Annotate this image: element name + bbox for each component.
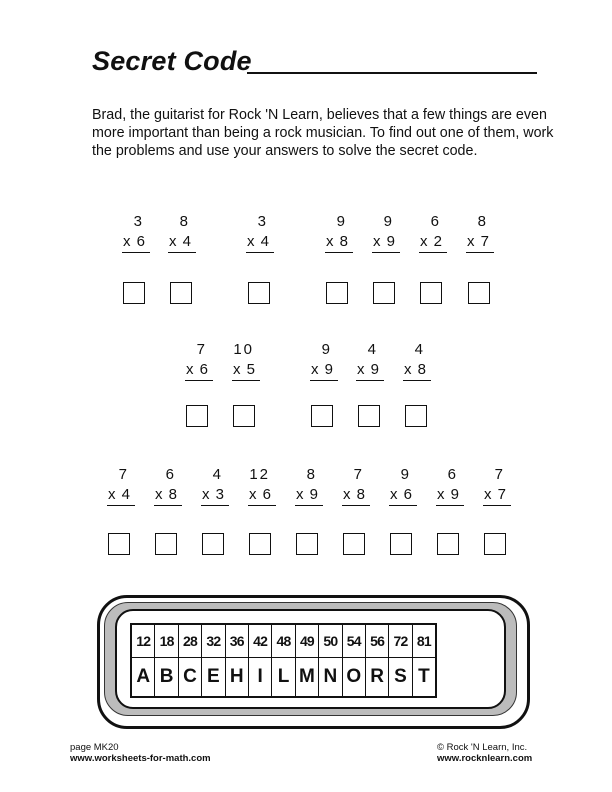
problem-top: 7 <box>353 466 364 483</box>
problem-bottom: x 4 <box>246 232 274 253</box>
key-letter: N <box>319 658 342 698</box>
problem <box>183 340 213 381</box>
key-letter: O <box>342 658 365 698</box>
key-letter: R <box>365 658 388 698</box>
problem-bottom: x 8 <box>154 485 182 506</box>
name-line <box>247 72 537 74</box>
problem-top: 9 <box>383 213 394 230</box>
answer-box[interactable] <box>390 533 412 555</box>
problem-top: 6 <box>165 466 176 483</box>
key-letter: M <box>295 658 318 698</box>
problem <box>340 465 370 506</box>
key-number: 32 <box>202 624 225 658</box>
intro-paragraph: Brad, the guitarist for Rock 'N Learn, believes that a few things are even more important than being a rock musician. To find out one of them, work the problems and use your answers to solve the secret code. <box>92 107 554 159</box>
answer-box[interactable] <box>343 533 365 555</box>
key-number: 50 <box>319 624 342 658</box>
problem-top: 6 <box>447 466 458 483</box>
problem-top: 10 <box>233 341 254 358</box>
answer-box[interactable] <box>373 282 395 304</box>
footer-left-url[interactable]: www.worksheets-for-math.com <box>70 753 211 764</box>
problem <box>230 340 260 381</box>
problem <box>354 340 384 381</box>
answer-box[interactable] <box>123 282 145 304</box>
key-number: 36 <box>225 624 248 658</box>
problem-top: 4 <box>212 466 223 483</box>
key-letter: H <box>225 658 248 698</box>
problem-bottom: x 5 <box>232 360 260 381</box>
answer-box[interactable] <box>437 533 459 555</box>
answer-box[interactable] <box>249 533 271 555</box>
answer-box[interactable] <box>186 405 208 427</box>
problem <box>246 465 276 506</box>
answer-box[interactable] <box>358 405 380 427</box>
key-number: 18 <box>155 624 178 658</box>
problem <box>387 465 417 506</box>
problem-top: 6 <box>430 213 441 230</box>
key-letter: I <box>248 658 271 698</box>
problem-top: 3 <box>133 213 144 230</box>
problem-bottom: x 8 <box>342 485 370 506</box>
key-letter: A <box>131 658 155 698</box>
problem-bottom: x 6 <box>248 485 276 506</box>
page-title: Secret Code <box>92 46 252 76</box>
answer-box[interactable] <box>484 533 506 555</box>
problem-top: 4 <box>367 341 378 358</box>
problem <box>434 465 464 506</box>
answer-box[interactable] <box>405 405 427 427</box>
problem-bottom: x 8 <box>403 360 431 381</box>
key-letter: L <box>272 658 295 698</box>
problem-bottom: x 6 <box>122 232 150 253</box>
problem-bottom: x 7 <box>466 232 494 253</box>
key-number: 56 <box>365 624 388 658</box>
problem <box>401 340 431 381</box>
problem-top: 12 <box>249 466 270 483</box>
problem-bottom: x 9 <box>356 360 384 381</box>
problem <box>120 212 150 253</box>
code-key-table <box>130 623 437 698</box>
problem-top: 3 <box>257 213 268 230</box>
key-letter: S <box>389 658 412 698</box>
problem <box>152 465 182 506</box>
answer-box[interactable] <box>468 282 490 304</box>
key-number: 12 <box>131 624 155 658</box>
answer-box[interactable] <box>170 282 192 304</box>
problem-bottom: x 8 <box>325 232 353 253</box>
answer-box[interactable] <box>248 282 270 304</box>
answer-box[interactable] <box>296 533 318 555</box>
problem <box>370 212 400 253</box>
problem-bottom: x 2 <box>419 232 447 253</box>
problem <box>293 465 323 506</box>
problem-bottom: x 9 <box>295 485 323 506</box>
problem-bottom: x 6 <box>389 485 417 506</box>
problem <box>308 340 338 381</box>
problem-bottom: x 4 <box>168 232 196 253</box>
answer-box[interactable] <box>233 405 255 427</box>
problem <box>105 465 135 506</box>
key-letter: C <box>178 658 201 698</box>
footer-left <box>70 742 211 764</box>
answer-box[interactable] <box>155 533 177 555</box>
key-number: 28 <box>178 624 201 658</box>
problem-bottom: x 6 <box>185 360 213 381</box>
problem-top: 8 <box>179 213 190 230</box>
page-number: page MK20 <box>70 742 119 753</box>
problem <box>417 212 447 253</box>
problem-top: 7 <box>494 466 505 483</box>
problem-bottom: x 9 <box>372 232 400 253</box>
problem-top: 9 <box>336 213 347 230</box>
problem <box>166 212 196 253</box>
answer-box[interactable] <box>202 533 224 555</box>
footer-right <box>437 742 532 764</box>
problem-bottom: x 9 <box>310 360 338 381</box>
key-letter: B <box>155 658 178 698</box>
problem-top: 8 <box>477 213 488 230</box>
key-number: 48 <box>272 624 295 658</box>
code-key-letters-row <box>131 658 436 698</box>
problem-bottom: x 9 <box>436 485 464 506</box>
answer-box[interactable] <box>326 282 348 304</box>
key-number: 54 <box>342 624 365 658</box>
problem-bottom: x 3 <box>201 485 229 506</box>
copyright: © Rock 'N Learn, Inc. <box>437 742 528 753</box>
problem <box>199 465 229 506</box>
problem-top: 7 <box>196 341 207 358</box>
problem-top: 7 <box>118 466 129 483</box>
footer-right-url[interactable]: www.rocknlearn.com <box>437 753 533 764</box>
problem-top: 4 <box>414 341 425 358</box>
key-number: 42 <box>248 624 271 658</box>
problem-top: 9 <box>400 466 411 483</box>
code-key-numbers-row <box>131 624 436 658</box>
problem-bottom: x 4 <box>107 485 135 506</box>
key-number: 49 <box>295 624 318 658</box>
problem-top: 9 <box>321 341 332 358</box>
problem <box>323 212 353 253</box>
answer-box[interactable] <box>420 282 442 304</box>
key-number: 72 <box>389 624 412 658</box>
answer-box[interactable] <box>108 533 130 555</box>
problem-top: 8 <box>306 466 317 483</box>
problem <box>481 465 511 506</box>
key-letter: E <box>202 658 225 698</box>
key-number: 81 <box>412 624 436 658</box>
problem-bottom: x 7 <box>483 485 511 506</box>
problem <box>464 212 494 253</box>
key-letter: T <box>412 658 436 698</box>
answer-box[interactable] <box>311 405 333 427</box>
problem <box>244 212 274 253</box>
